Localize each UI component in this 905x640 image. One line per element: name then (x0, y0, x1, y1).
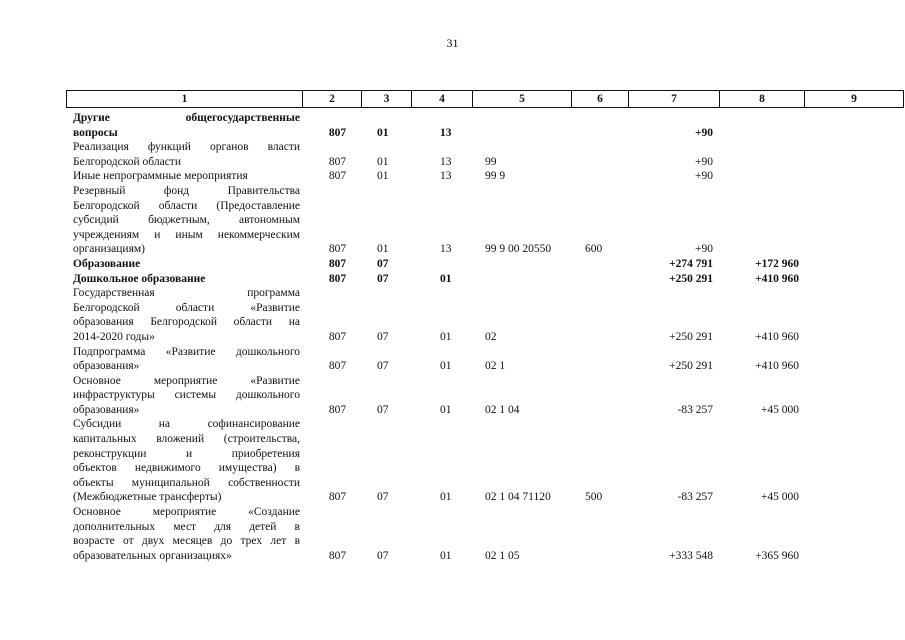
cell-subsection-code: 13 (440, 126, 452, 139)
table-row (66, 184, 904, 257)
table-row (66, 505, 904, 563)
cell-amount-col7: +250 291 (669, 272, 713, 285)
description-line: образования Белгородской области на (73, 316, 300, 329)
cell-amount-col7: -83 257 (677, 403, 713, 416)
cell-ministry-code: 807 (328, 155, 347, 168)
row-description (66, 184, 302, 257)
row-description (66, 286, 302, 344)
cell-subsection-code: 01 (440, 360, 452, 373)
cell-amount-col8: +410 960 (755, 330, 799, 343)
column-header-7: 7 (629, 91, 720, 107)
column-header-8: 8 (720, 91, 805, 107)
table-row (66, 111, 904, 140)
cell-ministry-code: 807 (328, 170, 347, 183)
cell-section-code: 01 (377, 170, 389, 183)
description-line: возрасте от двух месяцев до трех лет в (73, 535, 300, 548)
row-description (66, 505, 302, 563)
cell-section-code: 07 (377, 491, 389, 504)
cell-amount-col7: -83 257 (677, 491, 713, 504)
cell-amount-col7: +333 548 (669, 549, 713, 562)
column-header-9: 9 (851, 93, 857, 105)
cell-section-code: 07 (377, 403, 389, 416)
row-description (66, 140, 302, 169)
cell-target-article: 02 1 04 71120 (485, 491, 551, 504)
description-line: объектов недвижимого имущества) в (73, 462, 300, 475)
cell-section-code: 07 (377, 549, 389, 562)
row-description (66, 345, 302, 374)
description-line: Белгородской области «Развитие (73, 301, 300, 314)
cell-ministry-code: 807 (328, 403, 347, 416)
column-header-2: 2 (303, 91, 362, 107)
cell-amount-col8: +45 000 (760, 403, 799, 416)
table-row (66, 140, 904, 169)
description-line: объекты муниципальной собственности (73, 476, 300, 489)
cell-target-article: 99 9 00 20550 (485, 243, 552, 256)
cell-section-code: 07 (377, 330, 389, 343)
table-row (66, 374, 904, 418)
cell-section-code: 07 (377, 272, 389, 285)
row-description (66, 169, 302, 184)
cell-section-code: 01 (377, 126, 389, 139)
cell-target-article: 02 1 04 (485, 403, 520, 416)
description-line: учреждениям и иным некоммерческим (73, 228, 300, 241)
cell-section-code: 07 (377, 257, 389, 270)
column-header-5: 5 (473, 91, 572, 107)
cell-target-article: 02 1 (485, 360, 506, 373)
description-line: инфраструктуры системы дошкольного (73, 389, 300, 402)
cell-target-article: 99 (485, 155, 497, 168)
description-line: Белгородской области (73, 155, 181, 168)
description-line: Другие общегосударственные (73, 112, 300, 124)
cell-amount-col8: +172 960 (755, 257, 799, 270)
description-line: Дошкольное образование (73, 272, 206, 285)
row-description (66, 111, 302, 140)
cell-amount-col7: +250 291 (669, 330, 713, 343)
table-header (66, 90, 904, 108)
cell-amount-col8: +410 960 (755, 360, 799, 373)
table-row (66, 345, 904, 374)
cell-section-code: 07 (377, 360, 389, 373)
cell-subsection-code: 01 (440, 330, 452, 343)
description-line: Государственная программа (73, 287, 300, 300)
row-description (66, 417, 302, 505)
cell-target-article: 99 9 (485, 170, 506, 183)
description-line: образования» (73, 403, 140, 416)
cell-ministry-code: 807 (328, 243, 347, 256)
cell-ministry-code: 807 (328, 257, 347, 270)
cell-amount-col7: +250 291 (669, 360, 713, 373)
table-row (66, 286, 904, 344)
cell-target-article: 02 1 05 (485, 549, 520, 562)
cell-ministry-code: 807 (328, 272, 347, 285)
cell-amount-col8: +410 960 (755, 272, 799, 285)
description-line: Белгородской области (Предоставление (73, 199, 300, 212)
cell-ministry-code: 807 (328, 126, 347, 139)
description-line: Резервный фонд Правительства (73, 184, 300, 197)
column-header-4: 4 (412, 91, 473, 107)
column-header-3: 3 (362, 91, 412, 107)
description-line: организациям) (73, 243, 145, 256)
table-body (66, 111, 904, 563)
cell-subsection-code: 13 (440, 243, 452, 256)
cell-subsection-code: 01 (440, 549, 452, 562)
column-header-1: 1 (67, 91, 303, 107)
table-row (66, 272, 904, 287)
description-line: субсидий бюджетным, автономным (73, 214, 300, 227)
cell-subsection-code: 13 (440, 155, 452, 168)
description-line: капитальных вложений (строительства, (73, 433, 300, 446)
cell-section-code: 01 (377, 243, 389, 256)
table-row (66, 169, 904, 184)
cell-amount-col7: +274 791 (669, 257, 713, 270)
page-number: 31 (446, 36, 459, 50)
description-line: (Межбюджетные трансферты) (73, 491, 222, 504)
description-line: дополнительных мест для детей в (73, 520, 300, 533)
cell-subsection-code: 01 (440, 272, 452, 285)
description-line: Субсидии на софинансирование (73, 418, 300, 431)
cell-amount-col7: +90 (694, 126, 713, 139)
description-line: вопросы (73, 126, 118, 139)
cell-section-code: 01 (377, 155, 389, 168)
cell-ministry-code: 807 (328, 330, 347, 343)
description-line: Подпрограмма «Развитие дошкольного (73, 345, 300, 358)
cell-ministry-code: 807 (328, 491, 347, 504)
cell-amount-col8: +45 000 (760, 491, 799, 504)
description-line: 2014-2020 годы» (73, 330, 155, 343)
cell-subsection-code: 01 (440, 403, 452, 416)
cell-subsection-code: 13 (440, 170, 452, 183)
description-line: Иные непрограммные мероприятия (73, 170, 248, 183)
table-row (66, 417, 904, 505)
cell-ministry-code: 807 (328, 360, 347, 373)
cell-expense-type: 600 (585, 243, 603, 256)
cell-expense-type: 500 (585, 491, 603, 504)
description-line: образования» (73, 360, 140, 373)
cell-subsection-code: 01 (440, 491, 452, 504)
cell-amount-col7: +90 (695, 155, 713, 168)
row-description (66, 272, 302, 287)
cell-amount-col7: +90 (695, 170, 713, 183)
row-description (66, 374, 302, 418)
column-header-6: 6 (572, 91, 629, 107)
description-line: Образование (73, 257, 141, 270)
description-line: Реализация функций органов власти (73, 141, 300, 154)
cell-target-article: 02 (485, 330, 497, 343)
cell-amount-col7: +90 (695, 243, 713, 256)
description-line: Основное мероприятие «Создание (73, 506, 300, 519)
description-line: реконструкции и приобретения (73, 447, 300, 460)
row-description (66, 257, 302, 272)
description-line: Основное мероприятие «Развитие (73, 374, 300, 387)
cell-amount-col8: +365 960 (755, 549, 799, 562)
cell-ministry-code: 807 (328, 549, 347, 562)
description-line: образовательных организациях» (73, 549, 232, 562)
table-row (66, 257, 904, 272)
